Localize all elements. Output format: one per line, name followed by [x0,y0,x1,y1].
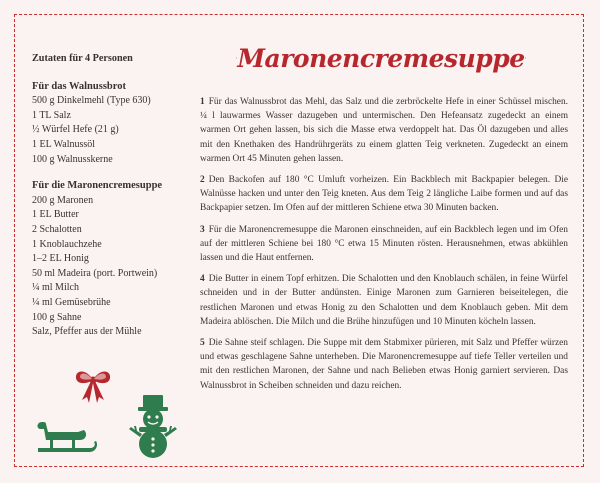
ingredient-item: 500 g Dinkelmehl (Type 630) [32,95,151,107]
sleigh-icon [34,418,98,456]
step-text: Für das Walnussbrot das Mehl, das Salz und die zerbröckelte Hefe in einer Schüssel mischen. ¼ l lauwarmes Wasser dazugeben und untermischen. Den Hefeansatz zugedeckt an einem warmen Ort gehen lassen, bis sich die Masse etwa verdoppelt hat. Das Öl dazugeben und alles mit den Knethaken des Handrührgeräts zu einem glatten Teig verkneten. Zugedeckt an einem warmen Ort 45 Minuten gehen lassen. [200,97,568,164]
ingredient-item: 200 g Maronen [32,194,94,206]
step-text: Den Backofen auf 180 °C Umluft vorheizen. Ein Backblech mit Backpapier belegen. Die Walnüsse hacken und unter den Teig kneten. Aus dem Teig 2 längliche Laibe formen und auf das Backpapier setzen. Im Ofen auf der mittleren Schiene etwa 30 Minuten backen. [200,175,568,214]
ingredient-item: 1–2 EL Honig [32,253,89,265]
step-number: 2 [200,175,205,186]
snowflake-icon [525,48,526,68]
ingredients-panel [32,52,192,352]
ingredient-item: 1 TL Salz [32,109,71,121]
ingredient-group [32,80,192,168]
ingredient-group [32,179,192,340]
step-number: 3 [200,224,205,235]
ingredient-item: 50 ml Madeira (port. Portwein) [32,267,158,279]
ingredient-group-title: Für die Maronencremesuppe [32,180,163,192]
ingredient-item: 1 Knoblauchzehe [32,238,102,250]
step [200,223,568,266]
ingredient-item: 1 EL Butter [32,209,79,221]
step-number: 1 [200,97,205,107]
ingredient-item: 1 EL Walnussöl [32,138,96,150]
step-text: Die Butter in einem Topf erhitzen. Die Schalotten und den Knoblauch schälen, in feine Würfel schneiden und in der Butter andünsten. Einige Maronen zum Garnieren beiseitelegen, die restlichen Maronen und etwas Honig zu den Schalotten und dem Knoblauch geben. Mit dem Madeira ablöschen. Die Milch und die Brühe hinzufügen und 10 Minuten köcheln lassen. [200,274,568,327]
bow-icon [72,366,114,406]
ingredient-group-title: Für das Walnussbrot [32,80,126,92]
ingredient-item: Salz, Pfeffer aus der Mühle [32,326,142,338]
step [200,272,568,329]
step-number: 5 [200,338,205,349]
step-number: 4 [200,274,205,285]
step-text: Für die Maronencremesuppe die Maronen einschneiden, auf ein Backblech legen und im Ofen auf der mittleren Schiene bei 180 °C etwa 15 Minuten rösten. Herausnehmen, etwas abkühlen lassen und die Haut entfernen. [200,224,568,264]
snowman-icon [126,393,180,459]
servings-heading: Zutaten für 4 Personen [32,53,133,64]
title-bar [236,38,526,78]
ingredient-item: 2 Schalotten [32,223,82,235]
ingredient-item: 100 g Sahne [32,311,82,323]
step [200,173,568,216]
ingredient-item: ½ Würfel Hefe (21 g) [32,124,119,136]
instructions-panel [200,95,568,400]
ingredient-item: 100 g Walnusskerne [32,153,113,165]
ingredient-item: ¼ ml Gemüsebrühe [32,296,111,308]
step [200,95,568,166]
ingredient-item: ¼ ml Milch [32,282,79,294]
step [200,336,568,393]
step-text: Die Sahne steif schlagen. Die Suppe mit dem Stabmixer pürieren, mit Salz und Pfeffer würzen und etwas geschlagene Sahne unterheben. Die Maronencremesuppe auf tiefe Teller verteilen und mit den restlichen Maronen, der Sahne und nach Belieben etwas Honig garniert servieren. Das Walnussbrot in Scheiben schneiden und dazu reichen. [200,338,568,391]
recipe-title: Maronencremesuppe [237,43,525,73]
